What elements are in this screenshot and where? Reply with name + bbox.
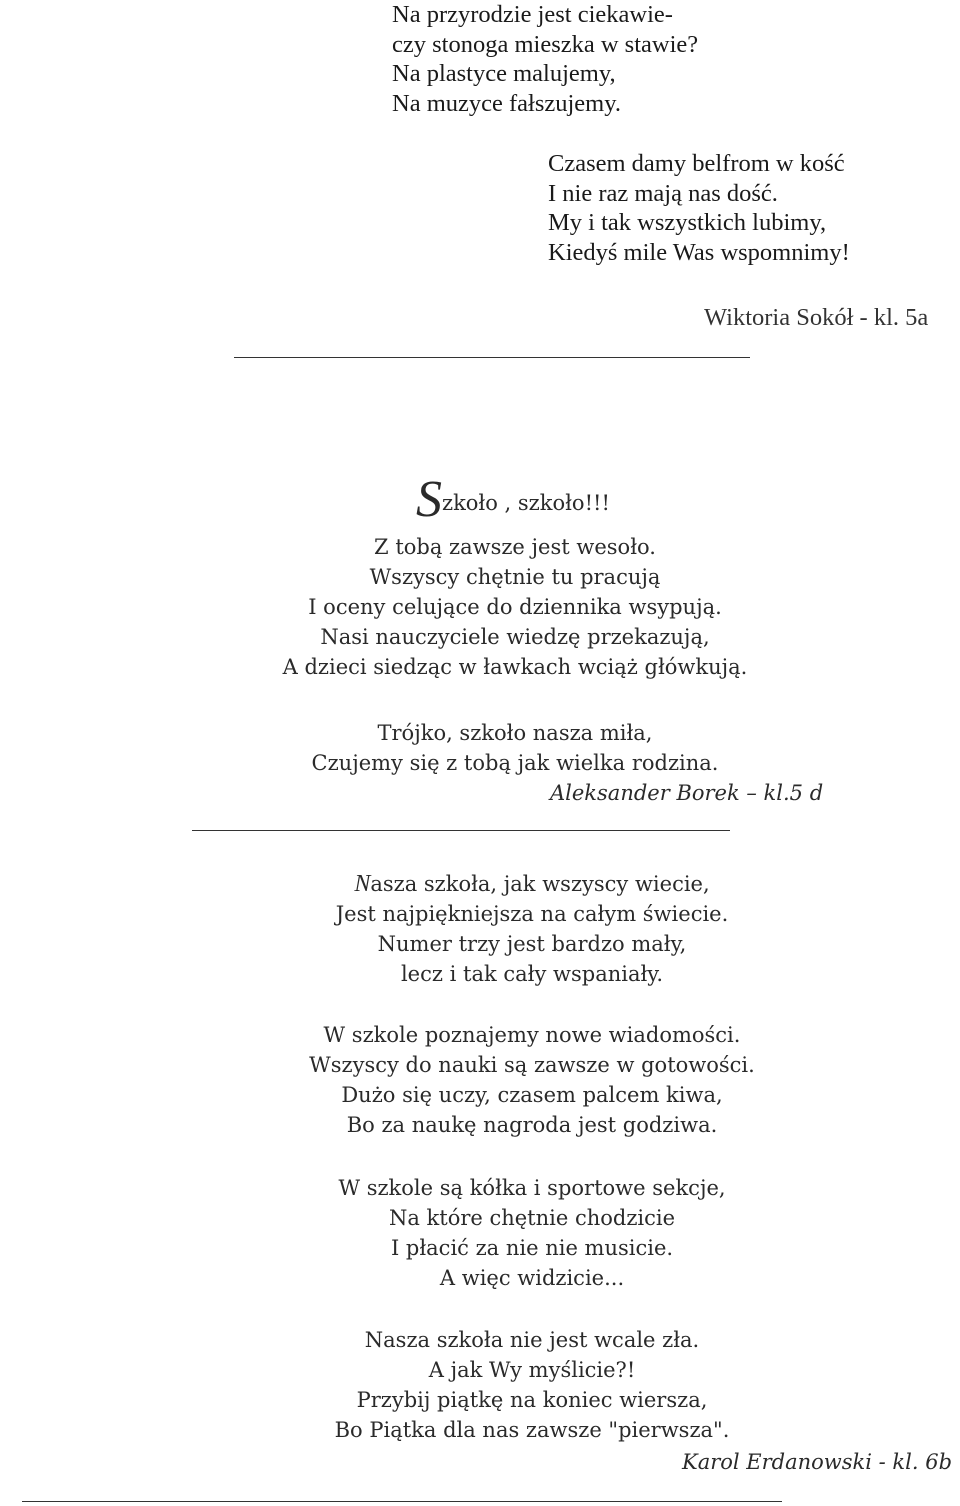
drop-initial: N [354,871,371,897]
poem-line: Nasi nauczyciele wiedzę przekazują, [320,625,710,649]
poem-line: lecz i tak cały wspaniały. [400,962,664,986]
title-text: zkoło , szkoło!!! [442,491,610,515]
poem-line: Bo za naukę nagroda jest godziwa. [346,1113,718,1137]
poem-line: Jest najpiękniejsza na całym świecie. [335,902,729,926]
poem1-stanza-a [392,0,698,118]
poem1-author: Wiktoria Sokół - kl. 5a [704,304,929,331]
poem-line: W szkole są kółka i sportowe sekcje, [338,1176,726,1200]
poem2-title [416,471,610,528]
poem-line: I płacić za nie nie musicie. [390,1236,674,1260]
title-drop-cap: S [416,471,442,528]
poem-line: Na muzyce fałszujemy. [392,89,622,117]
poem3-author: Karol Erdanowski - kl. 6b [682,1450,953,1474]
poem3-stanza-c [0,1173,960,1293]
poem-line: Przybij piątkę na koniec wiersza, [356,1388,708,1412]
poem-line [0,869,960,899]
separator-rule [234,357,750,358]
poem2-stanza-a [0,532,960,682]
poem-line: Na plastyce malujemy, [392,60,616,87]
poem2-stanza-b [0,718,960,778]
poem-line: A jak Wy myślicie?! [428,1358,636,1382]
poem-line: Wszyscy chętnie tu pracują [369,565,661,589]
poem-line: Dużo się uczy, czasem palcem kiwa, [341,1083,723,1107]
poem-line: W szkole poznajemy nowe wiadomości. [323,1023,741,1047]
poem3-stanza-a [0,869,960,989]
poem-line: Czasem damy belfrom w kość [548,150,845,177]
poem-line: Wszyscy do nauki są zawsze w gotowości. [309,1053,755,1077]
poem-line: Na które chętnie chodzicie [388,1206,676,1230]
poem-line: Z tobą zawsze jest wesoło. [374,535,656,559]
separator-rule [22,1501,782,1502]
poem-line: Czujemy się z tobą jak wielka rodzina. [311,751,719,775]
poem3-stanza-d [0,1325,960,1445]
poem-line: Bo Piątka dla nas zawsze "pierwsza". [334,1418,730,1442]
poem-line: A więc widzicie... [439,1266,625,1290]
poem1-stanza-b [548,149,850,267]
poem-line: My i tak wszystkich lubimy, [548,209,827,236]
poem-line: Na przyrodzie jest ciekawie- [392,1,673,28]
poem-line: I oceny celujące do dziennika wsypują. [308,595,722,619]
poem-line: Nasza szkoła nie jest wcale zła. [364,1328,700,1352]
separator-rule [192,830,730,831]
poem-line: I nie raz mają nas dość. [548,179,778,207]
poem3-stanza-b [0,1020,960,1140]
poem2-author: Aleksander Borek – kl.5 d [550,781,824,805]
poem-line: Kiedyś mile Was wspomnimy! [548,238,850,266]
poem-line: Trójko, szkoło nasza miła, [377,721,653,745]
poem-line: Numer trzy jest bardzo mały, [377,932,687,956]
poem-line: A dzieci siedząc w ławkach wciąż główkują. [282,655,748,679]
poem-line: czy stonoga mieszka w stawie? [392,30,699,58]
poem-line-text: asza szkoła, jak wszyscy wiecie, [370,872,710,896]
